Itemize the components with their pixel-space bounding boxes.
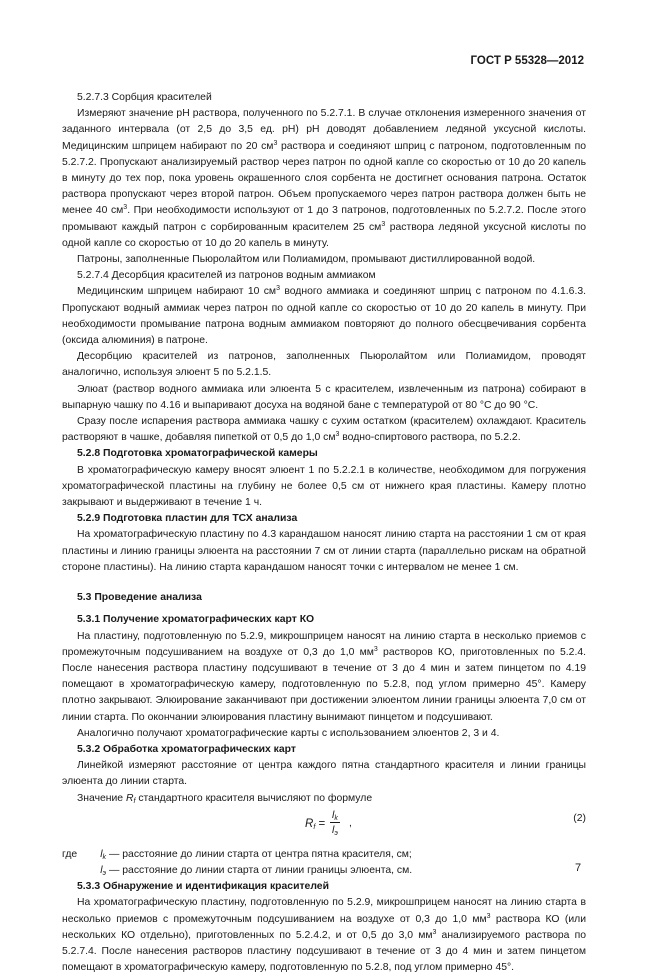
formula-numerator: $l_k$	[332, 808, 338, 822]
legend-symbol: $l_k$	[100, 848, 106, 861]
subsection-5-3-3-title: 5.3.3 Обнаружение и идентификация красителей	[77, 881, 329, 893]
paragraph: Линейкой измеряют расстояние от центра каждого пятна стандартного красителя и линии границы элюента до линии старта.	[62, 760, 586, 788]
paragraph: Сразу после испарения раствора аммиака чашку с сухим остатком (красителем) охлаждают. Краситель растворяют в чашке, добавляя пипеткой от 0,5 до 1,0 $см^3$ водно-спиртового раствора, по 5.2.2.	[62, 416, 586, 444]
formula-lhs: $R_f$ =	[305, 817, 326, 831]
subsection-5-2-9-title: 5.2.9 Подготовка пластин для ТСХ анализа	[77, 513, 298, 525]
page-body	[62, 90, 586, 976]
paragraph: Патроны, заполненные Пьюролайтом или Полиамидом, промывают дистиллированной водой.	[77, 254, 536, 266]
paragraph: Элюат (раствор водного аммиака или элюента 5 с красителем, извлеченным из патрона) собирают в выпарную чашку по 4.16 и выпаривают досуха на водяной бане с температурой от 80 °С до 90 °С.	[62, 383, 586, 411]
subsection-5-3-1-title: 5.3.1 Получение хроматографических карт КО	[77, 614, 315, 626]
paragraph: На хроматографическую пластину по 4.3 карандашом наносят линию старта на расстоянии 1 см от края пластины и линию границы элюента на расстоянии 7 см от линии старта (параллельно рискам на обратной стороне пластины). На линию старта карандашом наносят точки с интервалом не менее 1 см.	[62, 529, 586, 573]
paragraph: Аналогично получают хроматографические карты с использованием элюентов 2, 3 и 4.	[77, 727, 500, 739]
formula-rf	[62, 807, 586, 847]
paragraph: На пластину, подготовленную по 5.2.9, микрошприцем наносят на линию старта в несколько приемов с промежуточным подсушиванием на воздухе от 0,3 до 1,0 $мм^3$ растворов КО, приготовленных по 5.2.4. После нанесения раствора пластину подсушивают в течение от 3 до 4 мин и затем пинцетом по 4.19 помещают в хроматографическую камеру, подготовленную по 5.2.8, под углом примерно 45°. Камеру плотно закрывают. Элюирование заканчивают при достижении элюентом линии границы элюента 7,0 см от линии старта. По окончании элюирования пластину вынимают пинцетом и подсушивают.	[62, 630, 586, 723]
formula-number: (2)	[573, 812, 586, 824]
formula-fraction	[330, 808, 340, 837]
legend-text: — расстояние до линии старта от линии границы элюента, см.	[109, 864, 413, 876]
formula-comma: ,	[349, 817, 352, 829]
paragraph: Десорбцию красителей из патронов, заполненных Пьюролайтом или Полиамидом, проводят аналогично, используя элюент 5 по 5.2.1.5.	[62, 351, 586, 379]
subsection-5-2-7-4-title: 5.2.7.4 Десорбция красителей из патронов водным аммиаком	[77, 270, 376, 282]
where-label: где	[62, 848, 78, 860]
formula-denominator: $l_э$	[332, 823, 338, 837]
paragraph: В хроматографическую камеру вносят элюент 1 по 5.2.2.1 в количестве, необходимом для погружения хроматографической пластины на глубину не более 0,5 см от нижнего края пластины. Камеру плотно закрывают и выдерживают в течение 1 ч.	[62, 464, 586, 509]
subsection-5-2-8-title: 5.2.8 Подготовка хроматографической камеры	[77, 448, 318, 460]
page-number: 7	[575, 862, 582, 874]
section-5-3-title: 5.3 Проведение анализа	[77, 592, 202, 604]
paragraph: На хроматографическую пластину, подготовленную по 5.2.9, микрошприцем наносят на линию старта в несколько приемов с промежуточным подсушиванием на воздухе от 0,3 до 1,0 $мм^3$ раствора КО (или нескольких КО отдельно), приготовленных по 5.2.4.2, и от 0,5 до 3,0 $мм^3$ анализируемого раствора по 5.2.7.4. После нанесения растворов пластину подсушивают в течение от 3 до 4 мин и затем пинцетом помещают в хроматографическую камеру, подготовленную по 5.2.8, под углом примерно 45°.	[62, 897, 586, 974]
legend-symbol: $l_э$	[100, 864, 106, 877]
paragraph: Значение $R_f$ стандартного красителя вычисляют по формуле	[77, 792, 373, 805]
subsection-5-2-7-3-title: 5.2.7.3 Сорбция красителей	[77, 92, 212, 103]
subsection-5-3-2-title: 5.3.2 Обработка хроматографических карт	[77, 743, 296, 755]
paragraph: Измеряют значение pH раствора, полученного по 5.2.7.1. В случае отклонения измеренного значения от заданного интервала (от 2,5 до 3,5 ед. pH) pH доводят добавлением ледяной уксусной кислоты. Медицинским шприцем набирают по 20 $см^3$ раствора и соединяют шприц с патроном, подготовленным по 5.2.7.2. Пропускают анализируемый раствор через патрон по одной капле со скоростью от 10 до 20 капель в минуту до тех пор, пока уровень окрашенного слоя сорбента не достигнет основания патрона. Остаток раствора пропускают через второй патрон. Объем пропускаемого через патрон раствора должен быть не менее 40 $см^3$. При необходимости используют от 1 до 3 патронов, подготовленных по 5.2.7.2. После этого промывают каждый патрон с сорбированным красителем 25 $см^3$ раствора ледяной уксусной кислоты по одной капле со скоростью от 10 до 20 капель в минуту.	[62, 108, 587, 249]
formula-legend	[62, 847, 586, 879]
paragraph: Медицинским шприцем набирают 10 $см^3$ водного аммиака и соединяют шприц с патроном по 4.1.6.3. Пропускают водный аммиак через патрон по одной капле со скоростью от 10 до 20 капель в минуту. При необходимости промывание патрона водным аммиаком повторяют до полного обесцвечивания сорбента (оксида алюминия) в патроне.	[62, 285, 586, 347]
standard-header: ГОСТ Р 55328—2012	[470, 55, 584, 67]
legend-text: — расстояние до линии старта от центра пятна красителя, см;	[109, 848, 412, 860]
